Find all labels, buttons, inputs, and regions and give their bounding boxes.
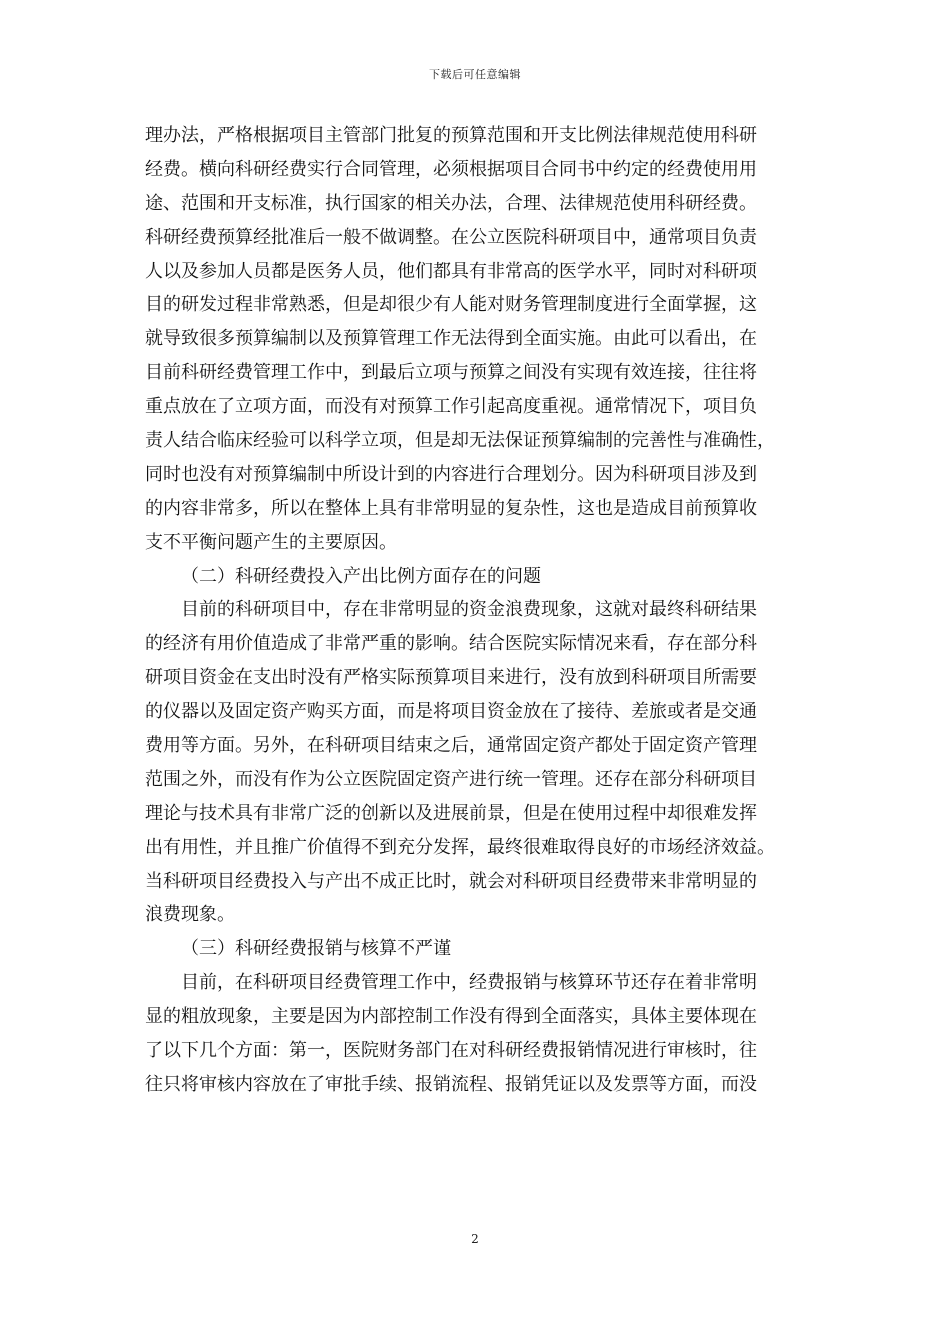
- text-line: 费用等方面。另外，在科研项目结束之后，通常固定资产都处于固定资产管理: [145, 735, 757, 757]
- text-line: 目前的科研项目中，存在非常明显的资金浪费现象，这就对最终科研结果: [181, 599, 757, 621]
- text-line: 责人结合临床经验可以科学立项，但是却无法保证预算编制的完善性与准确性，: [145, 430, 775, 452]
- section-heading: （三）科研经费报销与核算不严谨: [181, 938, 451, 960]
- text-line: 显的粗放现象，主要是因为内部控制工作没有得到全面落实，具体主要体现在: [145, 1006, 757, 1028]
- text-line: 目前科研经费管理工作中，到最后立项与预算之间没有实现有效连接，往往将: [145, 362, 757, 384]
- text-line: 人以及参加人员都是医务人员，他们都具有非常高的医学水平，同时对科研项: [145, 260, 757, 282]
- text-line: 科研经费预算经批准后一般不做调整。在公立医院科研项目中，通常项目负责: [145, 226, 757, 248]
- text-line: 研项目资金在支出时没有严格实际预算项目来进行，没有放到科研项目所需要: [145, 667, 757, 689]
- body-text: [145, 119, 807, 1102]
- text-line: 途、范围和开支标准，执行国家的相关办法，合理、法律规范使用科研经费。: [145, 192, 757, 214]
- text-line: 浪费现象。: [145, 904, 235, 926]
- text-line: 理办法，严格根据项目主管部门批复的预算范围和开支比例法律规范使用科研: [145, 125, 757, 146]
- text-line: 经费。横向科研经费实行合同管理，必须根据项目合同书中约定的经费使用用: [145, 158, 757, 180]
- text-line: 的仪器以及固定资产购买方面，而是将项目资金放在了接待、差旅或者是交通: [145, 701, 757, 723]
- page-number: 2: [471, 1232, 479, 1246]
- text-line: 范围之外，而没有作为公立医院固定资产进行统一管理。还存在部分科研项目: [145, 768, 757, 790]
- text-line: 重点放在了立项方面，而没有对预算工作引起高度重视。通常情况下，项目负: [145, 396, 757, 418]
- text-line: 了以下几个方面：第一，医院财务部门在对科研经费报销情况进行审核时，往: [145, 1040, 757, 1062]
- text-line: 就导致很多预算编制以及预算管理工作无法得到全面实施。由此可以看出，在: [145, 328, 757, 350]
- text-line: 往只将审核内容放在了审批手续、报销流程、报销凭证以及发票等方面，而没: [145, 1073, 757, 1095]
- text-line: 的经济有用价值造成了非常严重的影响。结合医院实际情况来看，存在部分科: [145, 633, 757, 655]
- text-line: 当科研项目经费投入与产出不成正比时，就会对科研项目经费带来非常明显的: [145, 870, 757, 892]
- text-line: 目的研发过程非常熟悉，但是却很少有人能对财务管理制度进行全面掌握，这: [145, 294, 757, 316]
- text-line: 目前，在科研项目经费管理工作中，经费报销与核算环节还存在着非常明: [181, 972, 757, 994]
- page-header: 下载后可任意编辑: [429, 68, 521, 81]
- text-line: 理论与技术具有非常广泛的创新以及进展前景，但是在使用过程中却很难发挥: [145, 802, 757, 824]
- section-heading: （二）科研经费投入产出比例方面存在的问题: [181, 565, 541, 587]
- text-line: 出有用性，并且推广价值得不到充分发挥，最终很难取得良好的市场经济效益。: [145, 836, 775, 858]
- text-line: 支不平衡问题产生的主要原因。: [145, 531, 397, 553]
- text-line: 的内容非常多，所以在整体上具有非常明显的复杂性，这也是造成目前预算收: [145, 497, 757, 519]
- text-line: 同时也没有对预算编制中所设计到的内容进行合理划分。因为科研项目涉及到: [145, 463, 757, 485]
